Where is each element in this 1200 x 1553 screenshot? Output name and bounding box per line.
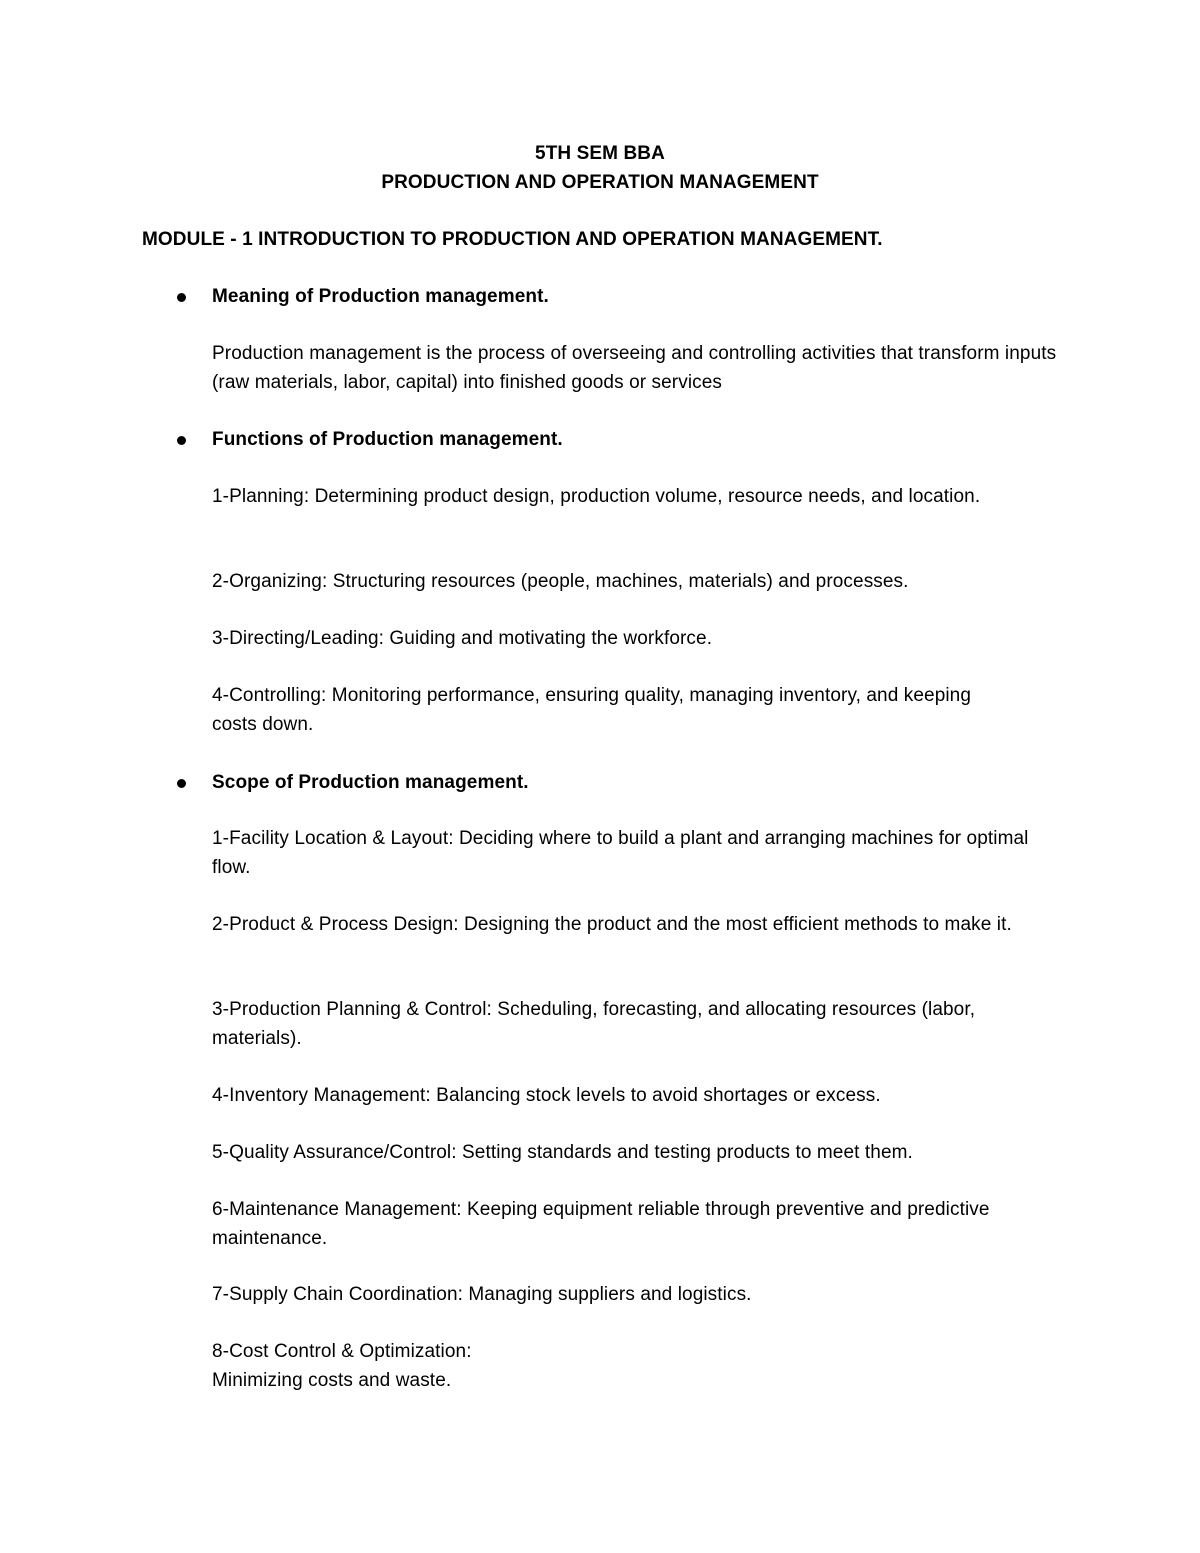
- paragraph: 4-Controlling: Monitoring performance, ensuring quality, managing inventory, and keeping costs down.: [212, 685, 972, 735]
- paragraph: Minimizing costs and waste.: [212, 1370, 452, 1391]
- paragraph: 8-Cost Control & Optimization:: [212, 1341, 472, 1362]
- paragraph: 6-Maintenance Management: Keeping equipment reliable through preventive and predictive maintenance.: [212, 1199, 990, 1249]
- course-title: 5TH SEM BBA: [535, 143, 665, 164]
- paragraph: 2-Product & Process Design: Designing the product and the most efficient methods to make it.: [212, 914, 1012, 935]
- bullet-icon: [177, 779, 186, 788]
- section-heading-meaning: Meaning of Production management.: [212, 286, 549, 307]
- section-heading-scope: Scope of Production management.: [212, 772, 529, 793]
- paragraph: 2-Organizing: Structuring resources (people, machines, materials) and processes.: [212, 571, 909, 592]
- paragraph: Production management is the process of overseeing and controlling activities that transform inputs (raw materials, labor, capital) into finished goods or services: [212, 343, 1057, 393]
- module-title: MODULE - 1 INTRODUCTION TO PRODUCTION AND OPERATION MANAGEMENT.: [142, 229, 883, 250]
- paragraph: 1-Facility Location & Layout: Deciding where to build a plant and arranging machines for optimal flow.: [212, 828, 1029, 878]
- bullet-icon: [177, 436, 186, 445]
- bullet-icon: [177, 293, 186, 302]
- paragraph: 1-Planning: Determining product design, production volume, resource needs, and location.: [212, 486, 981, 507]
- paragraph: 3-Production Planning & Control: Scheduling, forecasting, and allocating resources (labor, materials).: [212, 999, 976, 1049]
- section-heading-functions: Functions of Production management.: [212, 429, 563, 450]
- subject-title: PRODUCTION AND OPERATION MANAGEMENT: [381, 172, 819, 193]
- paragraph: 7-Supply Chain Coordination: Managing suppliers and logistics.: [212, 1284, 752, 1305]
- paragraph: 3-Directing/Leading: Guiding and motivating the workforce.: [212, 628, 713, 649]
- paragraph: 4-Inventory Management: Balancing stock levels to avoid shortages or excess.: [212, 1085, 881, 1106]
- paragraph: 5-Quality Assurance/Control: Setting standards and testing products to meet them.: [212, 1142, 913, 1163]
